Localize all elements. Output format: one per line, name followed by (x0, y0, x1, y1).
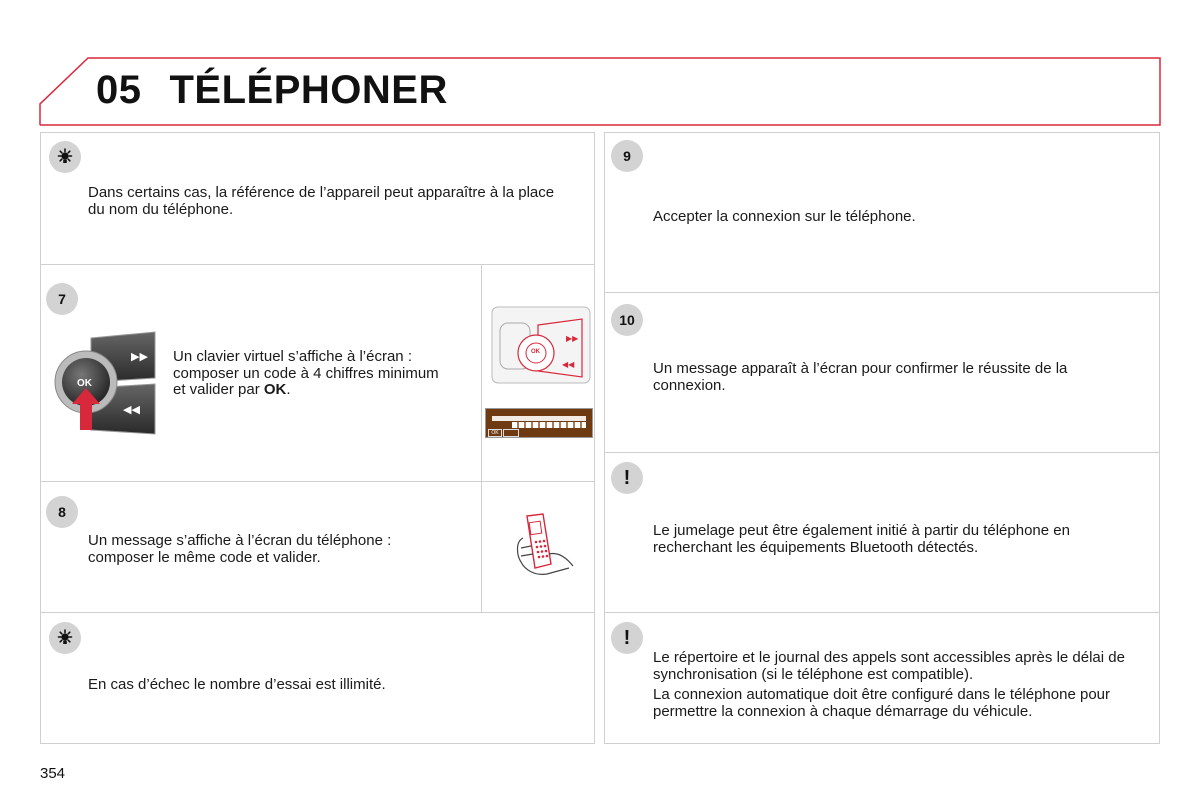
keypad-screen-illustration (485, 408, 593, 438)
step-7-text-ok: OK (263, 381, 287, 398)
keypad-code-field (492, 416, 586, 421)
lightbulb-icon (49, 622, 81, 654)
step-10-panel (604, 292, 1160, 453)
chapter-title (96, 68, 448, 113)
step-9-panel (604, 132, 1160, 293)
step-10-badge: 10 (611, 304, 643, 336)
step-8-divider (481, 482, 482, 614)
ok-button-illustration (53, 330, 158, 440)
step-9-text: Accepter la connexion sur le téléphone. (653, 208, 916, 225)
warning-panel-2 (604, 612, 1160, 744)
step-7-divider (481, 265, 482, 483)
tip-panel-1 (40, 132, 595, 265)
warning-text-2 (653, 650, 1151, 720)
svg-text:◀◀: ◀◀ (562, 360, 575, 369)
step-7-badge: 7 (46, 283, 78, 315)
step-9-badge: 9 (611, 140, 643, 172)
tip-panel-2 (40, 612, 595, 744)
svg-text:▶▶: ▶▶ (131, 350, 148, 363)
tip-text-2: En cas d’échec le nombre d’essai est illimité. (88, 676, 386, 693)
svg-text:▶▶: ▶▶ (566, 334, 579, 343)
keypad-delete-key (503, 429, 519, 437)
keypad-digit-row (512, 422, 586, 428)
warning-icon: ! (611, 622, 643, 654)
chapter-number: 05 (96, 68, 142, 112)
step-7-text (173, 349, 453, 399)
step-8-badge: 8 (46, 496, 78, 528)
ok-button-label: OK (77, 378, 92, 389)
keypad-ok-key: OK (488, 429, 502, 437)
page-number: 354 (40, 765, 66, 782)
step-7-panel (40, 264, 595, 482)
phone-in-hand-icon (509, 512, 579, 582)
tip-text-1: Dans certains cas, la référence de l’appareil peut apparaître à la place du nom du téléphone. (88, 184, 555, 218)
step-10-text: Un message apparaît à l’écran pour confirmer le réussite de la connexion. (653, 360, 1068, 394)
svg-text:◀◀: ◀◀ (123, 403, 140, 416)
step-8-panel (40, 481, 595, 613)
warning-panel-1 (604, 452, 1160, 613)
step-7-text-main: Un clavier virtuel s’affiche à l’écran : composer un code à 4 chiffres minimum et valider par (173, 348, 439, 398)
step-8-text: Un message s’affiche à l’écran du téléphone : composer le même code et valider. (88, 532, 392, 566)
warning-icon: ! (611, 462, 643, 494)
control-ok-label: OK (531, 349, 540, 355)
control-panel-illustration (490, 301, 592, 391)
warning-paragraph-2: La connexion automatique doit être configuré dans le téléphone pour permettre la connexion à chaque démarrage du véhicule. (653, 686, 1110, 720)
step-7-text-end: . (286, 381, 291, 398)
lightbulb-icon (49, 141, 81, 173)
chapter-title-text: TÉLÉPHONER (169, 68, 448, 112)
warning-paragraph-1: Le répertoire et le journal des appels sont accessibles après le délai de synchronisation (si le téléphone est compatible). (653, 649, 1125, 683)
warning-text-1: Le jumelage peut être également initié à partir du téléphone en recherchant les équipements Bluetooth détectés. (653, 522, 1070, 556)
